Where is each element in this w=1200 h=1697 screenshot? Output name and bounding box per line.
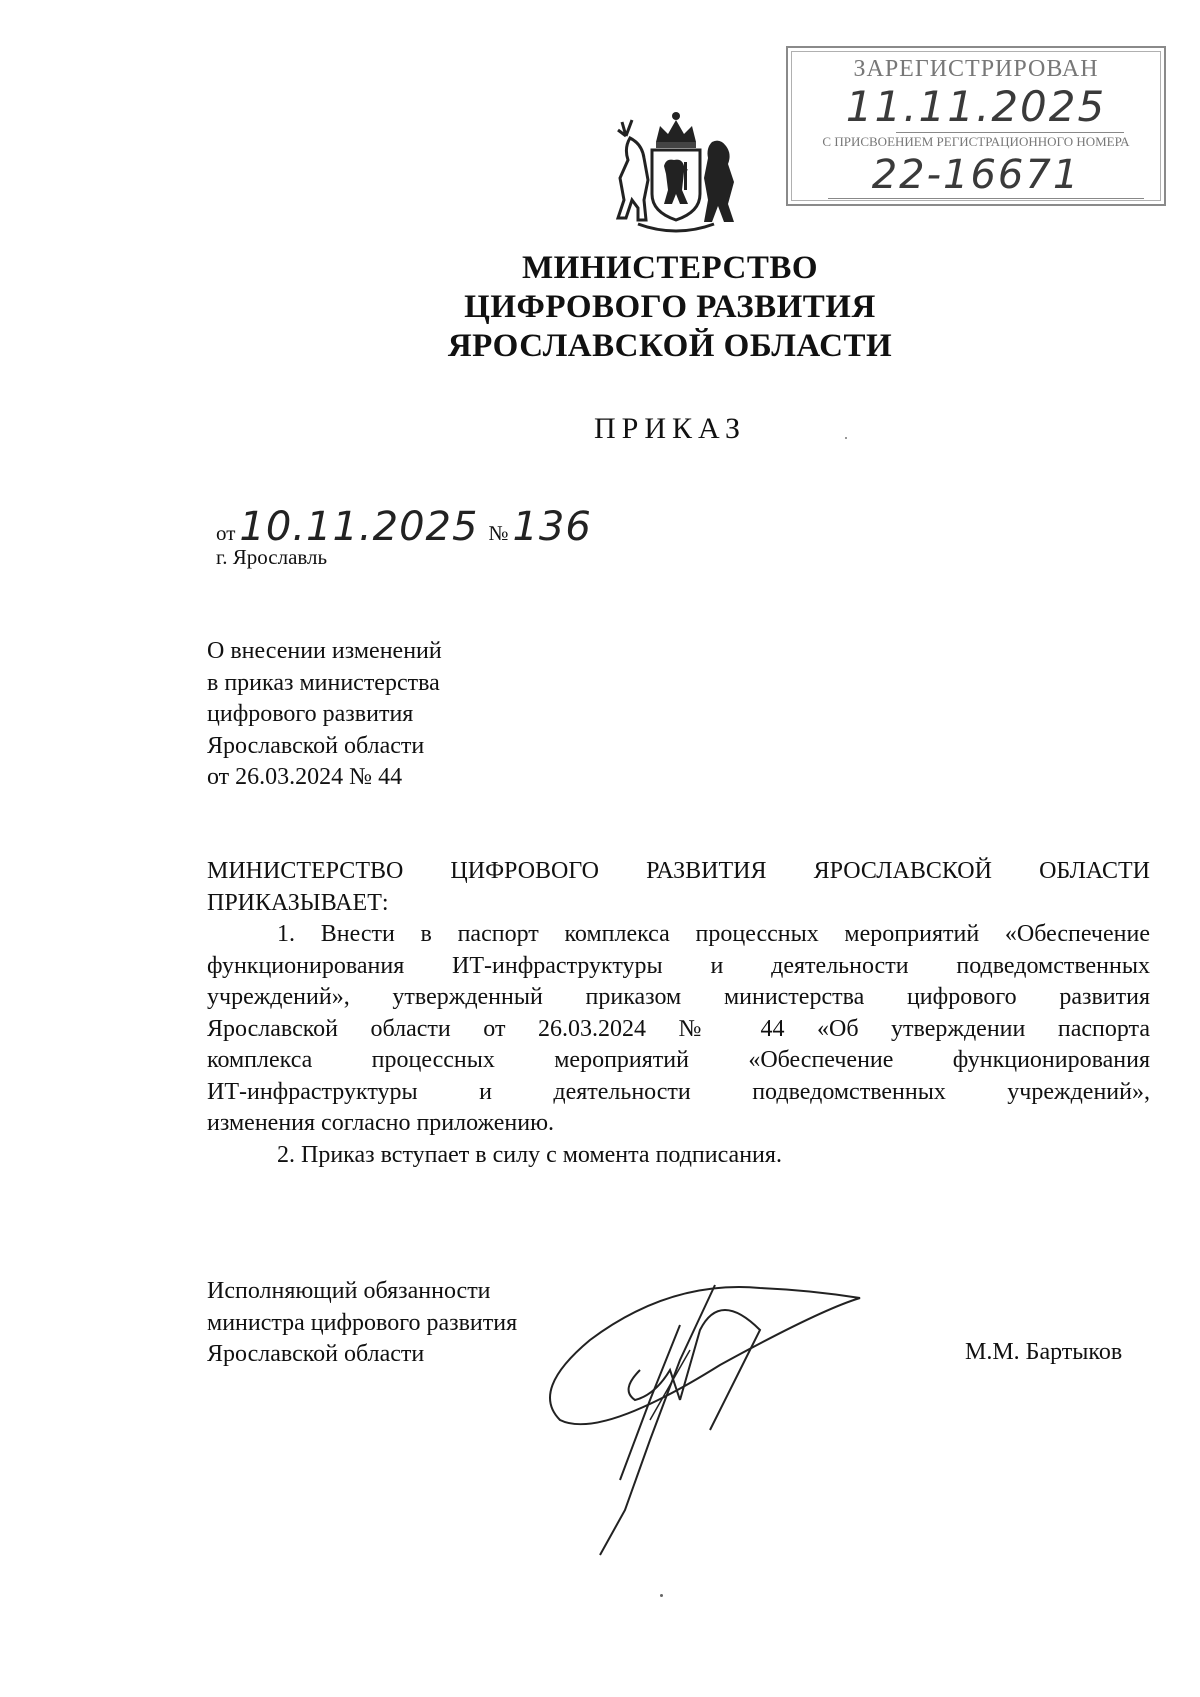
subject-line: цифрового развития (207, 701, 414, 727)
stamp-number-underline (828, 198, 1144, 199)
subject-line: в приказ министерства (207, 669, 440, 696)
order-number: 136 (512, 504, 592, 550)
stamp-title: ЗАРЕГИСТРИРОВАН (853, 56, 1099, 82)
ministry-title-line-3: ЯРОСЛАВСКОЙ ОБЛАСТИ (447, 328, 893, 364)
position-line: Ярославской области (207, 1341, 425, 1367)
signatory-position (207, 1276, 517, 1371)
stamp-registration-number: 22-16671 (871, 152, 1081, 198)
item-2: 2. Приказ вступает в силу с момента подписания. (277, 1141, 782, 1168)
date-prefix: от (216, 521, 236, 545)
item-1-line: функционирования ИТ-инфраструктуры и деятельности подведомственных (207, 952, 1150, 979)
scan-speck (660, 1594, 663, 1597)
order-body (207, 856, 1150, 1171)
stamp-date: 11.11.2025 (845, 82, 1107, 131)
body-intro-verb: ПРИКАЗЫВАЕТ: (207, 889, 389, 916)
item-1-line: Ярославской области от 26.03.2024 № 44 «Об утверждении паспорта (207, 1015, 1150, 1042)
scan-speck (845, 437, 847, 439)
signatory-name: М.М. Бартыков (965, 1339, 1123, 1365)
ministry-title-line-1: МИНИСТЕРСТВО (521, 250, 819, 286)
item-1-line: 1. Внести в паспорт комплекса процессных мероприятий «Обеспечение (277, 921, 1150, 947)
item-1-line: изменения согласно приложению. (207, 1110, 555, 1136)
item-1-line: ИТ-инфраструктуры и деятельности подведомственных учреждений», (207, 1078, 1150, 1105)
city: г. Ярославль (216, 545, 328, 569)
handwritten-signature (530, 1270, 870, 1570)
subject-line: Ярославской области (207, 732, 425, 759)
document-type: ПРИКАЗ (594, 412, 746, 445)
body-intro: МИНИСТЕРСТВО ЦИФРОВОГО РАЗВИТИЯ ЯРОСЛАВСКОЙ ОБЛАСТИ (207, 858, 1150, 884)
position-line: Исполняющий обязанности (207, 1278, 491, 1304)
item-1-line: учреждений», утвержденный приказом министерства цифрового развития (207, 984, 1150, 1010)
order-subject (207, 636, 647, 794)
number-sign: № (488, 521, 509, 545)
subject-line: от 26.03.2024 № 44 (207, 764, 403, 790)
stamp-date-underline (896, 132, 1124, 133)
item-1-line: комплекса процессных мероприятий «Обеспечение функционирования (207, 1047, 1150, 1073)
order-date: 10.11.2025 (239, 504, 479, 550)
coat-of-arms-icon (608, 108, 744, 238)
registration-stamp (786, 46, 1166, 206)
position-line: министра цифрового развития (207, 1309, 518, 1336)
stamp-caption: С ПРИСВОЕНИЕМ РЕГИСТРАЦИОННОГО НОМЕРА (822, 134, 1130, 149)
ministry-title-line-2: ЦИФРОВОГО РАЗВИТИЯ (464, 289, 876, 325)
subject-line: О внесении изменений (207, 638, 442, 664)
